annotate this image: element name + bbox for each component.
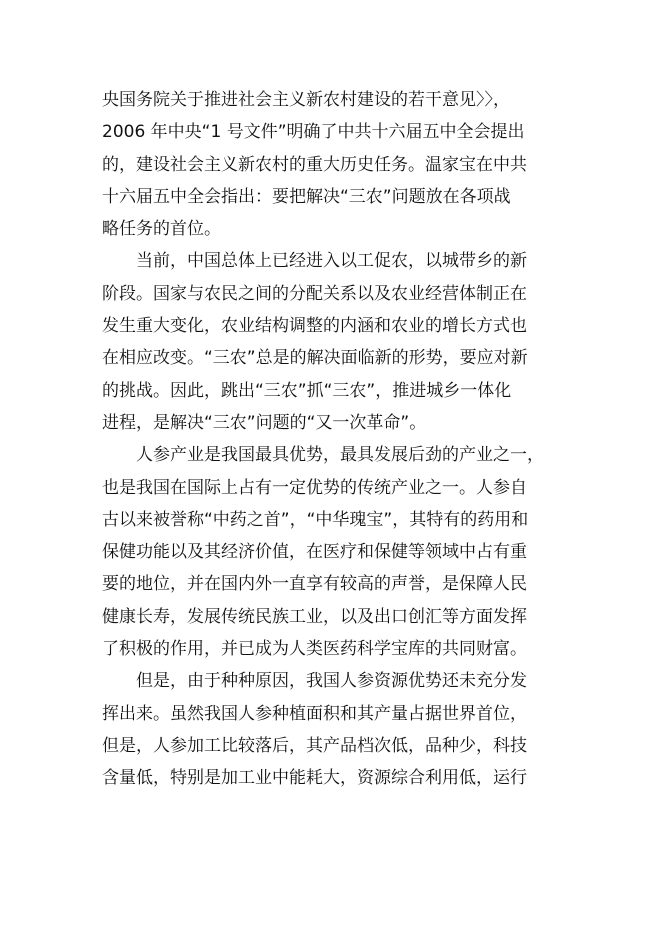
paragraph-resource-problems: [102, 665, 562, 794]
document-body: [102, 84, 562, 795]
paragraph-current-stage: [102, 245, 562, 439]
text-line: 古以来被誉称“中药之首”，“中华瑰宝”，其特有的药用和: [102, 509, 529, 530]
text-line: 央国务院关于推进社会主义新农村建设的若干意见〉〉，: [102, 90, 510, 110]
text-line: 进程，是解决“三农”问题的“又一次革命”。: [102, 412, 427, 433]
text-line: 2006 年中央“1 号文件”明确了中共十六届五中全会提出: [102, 122, 525, 143]
text-line: 略任务的首位。: [102, 219, 221, 240]
text-line: 保健功能以及其经济价值，在医疗和保健等领域中占有重: [102, 542, 527, 563]
text-line: 了积极的作用，并已成为人类医药科学宝库的共同财富。: [102, 639, 527, 660]
text-line: 阶段。国家与农民之间的分配关系以及农业经营体制正在: [102, 283, 527, 304]
paragraph-policy-background: [102, 84, 562, 245]
text-line: 要的地位，并在国内外一直享有较高的声誉，是保障人民: [102, 574, 527, 595]
text-line: 在相应改变。“三农”总是的解决面临新的形势，要应对新: [102, 348, 528, 369]
text-line: 的，建设社会主义新农村的重大历史任务。温家宝在中共: [102, 154, 527, 175]
text-line: 挥出来。虽然我国人参种植面积和其产量占据世界首位，: [102, 703, 527, 724]
text-line: 也是我国在国际上占有一定优势的传统产业之一。人参自: [102, 477, 527, 498]
text-line: 但是，人参加工比较落后，其产品档次低，品种少，科技: [102, 735, 527, 756]
text-line: 人参产业是我国最具优势，最具发展后劲的产业之一，: [136, 445, 544, 466]
paragraph-ginseng-industry: [102, 439, 562, 665]
text-line: 健康长寿，发展传统民族工业，以及出口创汇等方面发挥: [102, 606, 527, 627]
text-line: 十六届五中全会指出：要把解决“三农”问题放在各项战: [102, 186, 511, 207]
text-line: 发生重大变化，农业结构调整的内涵和农业的增长方式也: [102, 316, 527, 337]
text-line: 含量低，特别是加工业中能耗大，资源综合利用低，运行: [102, 768, 527, 789]
text-line: 的挑战。因此，跳出“三农”抓“三农”，推进城乡一体化: [102, 380, 512, 401]
text-line: 当前，中国总体上已经进入以工促农，以城带乡的新: [136, 251, 527, 272]
text-line: 但是，由于种种原因，我国人参资源优势还未充分发: [136, 671, 527, 692]
